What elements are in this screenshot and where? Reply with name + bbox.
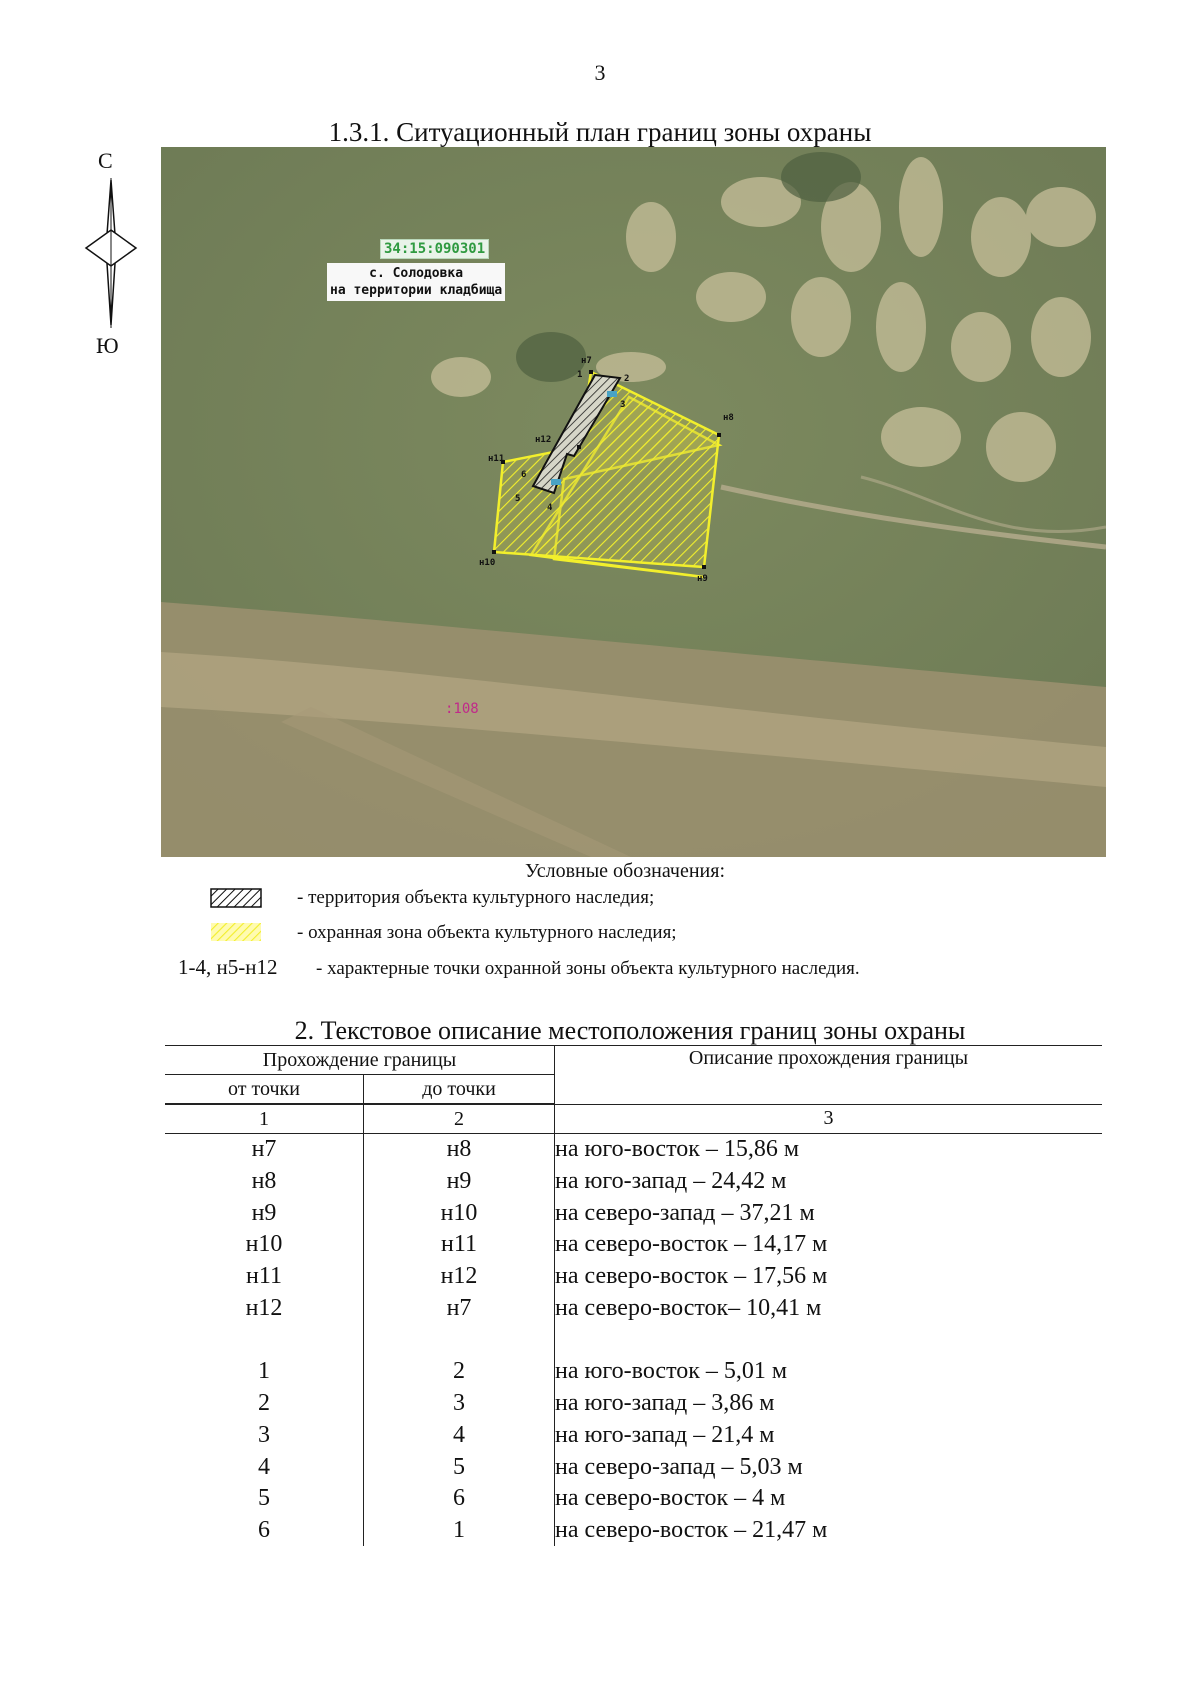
compass-south-label: Ю bbox=[96, 333, 119, 358]
point-label-n8: н8 bbox=[723, 413, 734, 423]
cell-desc: на северо-восток – 14,17 м bbox=[555, 1231, 828, 1258]
cell-to: 1 bbox=[364, 1515, 555, 1547]
cell-from: 2 bbox=[165, 1388, 364, 1420]
cell-desc: на юго-запад – 3,86 м bbox=[555, 1390, 775, 1417]
table-row bbox=[165, 1197, 1102, 1229]
point-label-2: 2 bbox=[624, 374, 630, 384]
point-label-n11: н11 bbox=[488, 454, 505, 464]
cell-from: 5 bbox=[165, 1483, 364, 1515]
header-passage: Прохождение границы bbox=[165, 1046, 555, 1075]
cell-to: 5 bbox=[364, 1451, 555, 1483]
header-num-1: 1 bbox=[165, 1104, 364, 1134]
cell-to: н9 bbox=[364, 1166, 555, 1198]
cell-from: 3 bbox=[165, 1420, 364, 1452]
compass-arrow-icon bbox=[78, 150, 144, 360]
table-gap-row bbox=[165, 1324, 1102, 1356]
cell-desc: на северо-восток – 4 м bbox=[555, 1485, 786, 1512]
situation-map bbox=[161, 147, 1106, 857]
point-label-4: 4 bbox=[547, 503, 553, 513]
legend-zone-label: - охранная зона объекта культурного наследия; bbox=[297, 922, 677, 943]
header-from: от точки bbox=[165, 1075, 364, 1105]
table-row bbox=[165, 1229, 1102, 1261]
header-to: до точки bbox=[364, 1075, 555, 1105]
cell-desc: на юго-запад – 24,42 м bbox=[555, 1168, 787, 1195]
table-row bbox=[165, 1515, 1102, 1547]
table-row bbox=[165, 1483, 1102, 1515]
cell-from: 1 bbox=[165, 1356, 364, 1388]
header-num-3: 3 bbox=[555, 1104, 1103, 1134]
table-row bbox=[165, 1134, 1102, 1166]
cell-to: н8 bbox=[364, 1134, 555, 1166]
point-label-n12: н12 bbox=[535, 435, 552, 445]
table-row bbox=[165, 1356, 1102, 1388]
point-label-6: 6 bbox=[521, 470, 527, 480]
cell-desc: на северо-восток – 17,56 м bbox=[555, 1263, 828, 1290]
point-label-1: 1 bbox=[577, 370, 583, 380]
cell-to: 6 bbox=[364, 1483, 555, 1515]
village-label bbox=[327, 263, 505, 301]
legend-object-label: - территория объекта культурного наследия; bbox=[297, 887, 655, 908]
table-row bbox=[165, 1388, 1102, 1420]
header-num-2: 2 bbox=[364, 1104, 555, 1134]
cell-desc: на северо-запад – 37,21 м bbox=[555, 1199, 815, 1226]
cell-from: н12 bbox=[165, 1292, 364, 1324]
cell-from: 6 bbox=[165, 1515, 364, 1547]
cell-to: н10 bbox=[364, 1197, 555, 1229]
cell-from: н9 bbox=[165, 1197, 364, 1229]
point-label-n9: н9 bbox=[697, 574, 708, 584]
legend-object-swatch bbox=[210, 888, 262, 908]
cell-desc: на юго-запад – 21,4 м bbox=[555, 1421, 775, 1448]
cell-to: н12 bbox=[364, 1261, 555, 1293]
cell-from: 4 bbox=[165, 1451, 364, 1483]
parcel-label: :108 bbox=[445, 701, 479, 717]
cell-to: 2 bbox=[364, 1356, 555, 1388]
map-title: 1.3.1. Ситуационный план границ зоны охраны bbox=[328, 117, 872, 147]
table-row bbox=[165, 1420, 1102, 1452]
legend-title: Условные обозначения: bbox=[524, 860, 726, 882]
table-row bbox=[165, 1166, 1102, 1198]
table-row bbox=[165, 1451, 1102, 1483]
page-number: 3 bbox=[594, 60, 606, 85]
cell-from: н8 bbox=[165, 1166, 364, 1198]
compass-north-label: С bbox=[98, 148, 113, 173]
cell-to: н11 bbox=[364, 1229, 555, 1261]
cell-to: 4 bbox=[364, 1420, 555, 1452]
legend-zone-swatch bbox=[210, 922, 262, 942]
header-description: Описание прохождения границы bbox=[555, 1046, 1103, 1105]
cell-to: 3 bbox=[364, 1388, 555, 1420]
village-name: с. Солодовка bbox=[369, 266, 464, 281]
satellite-map bbox=[161, 147, 1106, 857]
cadastral-block-label: 34:15:090301 bbox=[380, 239, 489, 259]
table-row bbox=[165, 1261, 1102, 1293]
legend-points-label: - характерные точки охранной зоны объекта культурного наследия. bbox=[316, 958, 860, 979]
cell-from: н10 bbox=[165, 1229, 364, 1261]
point-label-3: 3 bbox=[620, 400, 626, 410]
point-label-n7: н7 bbox=[581, 356, 592, 366]
cell-desc: на северо-восток– 10,41 м bbox=[555, 1294, 822, 1321]
cell-to: н7 bbox=[364, 1292, 555, 1324]
table-row bbox=[165, 1292, 1102, 1324]
point-label-n10: н10 bbox=[479, 558, 496, 568]
cell-desc: на северо-запад – 5,03 м bbox=[555, 1453, 803, 1480]
boundary-table bbox=[165, 1045, 1102, 1546]
legend-points-range: 1-4, н5-н12 bbox=[178, 955, 278, 979]
cell-from: н7 bbox=[165, 1134, 364, 1166]
village-location: на территории кладбища bbox=[330, 283, 503, 298]
cell-from: н11 bbox=[165, 1261, 364, 1293]
section-title: 2. Текстовое описание местоположения границ зоны охраны bbox=[294, 1016, 966, 1045]
cell-desc: на северо-восток – 21,47 м bbox=[555, 1516, 828, 1543]
cell-desc: на юго-восток – 5,01 м bbox=[555, 1358, 788, 1385]
cell-desc: на юго-восток – 15,86 м bbox=[555, 1136, 800, 1163]
point-label-5: 5 bbox=[515, 494, 521, 504]
